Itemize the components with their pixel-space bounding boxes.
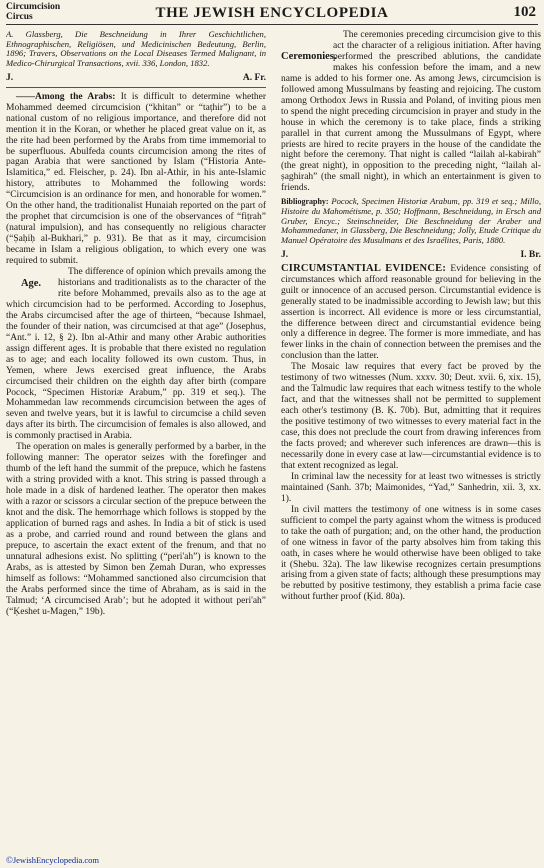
margin-heading-ceremonies: Ceremonies. (281, 51, 337, 62)
paragraph: The Mosaic law requires that every fact be proved by the testimony of two witnesses (Num. xxxv. 30; Deut. xvii. 6, xix. 15), and the Talmudic law requires that each witness testify to the whole fact, and that the witnesses shall not be permitted to supplement each other's testimony (B. Ḳ. 70b). But, admitting that it requires the positive testimony of two witnesses to every material fact in the case, this does not preclude the court from drawing inferences from the facts proved; and wherever such inferences are drawn—this is necessarily done in every case at law—circumstantial evidence is to that extent recognized as legal. (281, 362, 541, 471)
page-title: THE JEWISH ENCYCLOPEDIA (155, 5, 389, 21)
footer-link[interactable] (6, 855, 99, 865)
paragraph-text: Evidence consisting of circumstances which afford reasonable ground for believing in the guilt or innocence of an accused person. Circumstantial evidence is generally stated to be inadmissible according to Jewish law; but this assertion is incorrect. All evidence is more or less circumstantial, the difference between direct and circumstantial evidence being only a difference in degree. The former is more immediate, and has fewer links in the chain of connection between the premises and the conclusion than the latter. (281, 263, 541, 362)
bibliography-label: Bibliography: (281, 197, 329, 207)
page-number: 102 (513, 4, 536, 20)
section-divider (6, 87, 266, 88)
signature-line (281, 250, 541, 261)
page-header (6, 2, 538, 24)
paragraph (281, 264, 541, 363)
paragraph (6, 92, 266, 267)
left-column (6, 30, 266, 852)
right-column (281, 30, 541, 852)
bibliography-text: Pocock, Specimen Historiæ Arabum, pp. 319 et seq.; Millo, Histoire du Mahométisme, p. 350; Hoffmann, Beschneidung, in Ersch and Gruber, Encyc.; Steinschneider, Die Beschneidung der Araber und Mohammedaner, in Glassberg, Die Beschneidung; Jolly, Etude Critique du Manuel Opératoire des Musulmans et des Israélites, Paris, 1880. (281, 196, 541, 246)
paragraph: The ceremonies preceding circumcision give to this act the character of a religious initiation. After having performed the prescribed ablutions, the candidate makes his confession before the imam, and a new name is added to his former one. As among Jews, circumcision is followed among Mussulmans by feasting and rejoicing. The custom among Orthodox Jews in Russia and Poland, of inviting pious men to spend the night preceding circumcision in prayer and study in the house in which the ceremony is to take place, finds a striking parallel in that current among the Mussulmans of Egypt, where priests are hired to recite prayers in the house of the candidate the night before the ceremony. That night is called “lailah al-kabirah” (the great night), in opposition to the preceding night, “lailah al-ṣaghirah” (the small night), in which an entertainment is given to friends. (281, 30, 541, 194)
signature-author: A. Fr. (242, 72, 266, 83)
footer-text: JewishEncyclopedia.com (12, 855, 99, 865)
signature-line (6, 73, 266, 84)
bibliography-text: A. Glassberg, Die Beschneidung in Ihrer Geschichtlichen, Ethnographischen, Religiösen, und Medicinischen Bedeutung, Berlin, 1896; Travers, Observations on the Local Diseases Termed Malignant, in Medico-Chirurgical Transactions, xvii. 336, London, 1832. (6, 30, 266, 69)
section-heading: ——Among the Arabs: (16, 91, 116, 102)
signature-initial: J. (6, 72, 14, 83)
header-rule (6, 24, 538, 25)
signature-initial: J. (281, 249, 289, 260)
paragraph: The operation on males is generally performed by a barber, in the following manner: The operator seizes with the forefinger and thumb of the left hand the summit of the prepuce, which he fastens with a string provided with a knot. This string is passed through a hole made in a disk of hardened leather. The operator then makes with a razor or scissors a circular section of the prepuce between the knot and the disk. The hemorrhage which follows is stopped by the application of burned rags and ashes. In India a bit of stick is used as a probe, and carried round and round between the glans and prepuce, to ascertain the exact extent of the frenum, and that no unnatural adhesions exist. No splitting (“peri'ah”) is known to the Arabs, as is attested by Simon ben Ẓemah Duran, who expresses himself as follows: “Mohammed sanctioned also circumcision that the Arabs performed since the time of Abraham, as is said in the Talmud; ‘A circumcised Arab’; but he adopted it without peri'ah” (“Ḳeshet u-Magen,” 19b). (6, 442, 266, 617)
margin-heading-age: Age. (20, 278, 42, 290)
paragraph-text: It is difficult to determine whether Mohammed deemed circumcision (“khitan” or “taṭhir”) to be a national custom of no religious importance, and therefore did not mention it in the Koran, or whether he placed great value on it, as the rite had been performed by the Arabs from time immemorial to be superfluous. Abulfeda counts circumcision among the rites of pagan Arabia that were sanctioned by Islam (“Historia Ante-Islamitica,” ed. Fleischer, p. 24). Ibn al-Athir, in his ante-Islamic history, attributes to Mohammed the following words: “Circumcision is an ordinance for men, and honorable for women.” On the other hand, the traditionalist Hunaiah reported on the part of the prophet that circumcision is one of the observances of “fiṭrah” (natural impulsion), and has consequently no religious character (“Ṣaḥiḥ al-Bukhari,” p. 931). Be that as it may, circumcision became in Islam a religious obligation, to which every one was required to submit. (6, 91, 266, 267)
copyright-icon: © (6, 855, 13, 865)
paragraph: In criminal law the necessity for at least two witnesses is strictly maintained (Sanh. 37b; Maimonides, “Yad,” Sanhedrin, xii. 3, xx. 1). (281, 471, 541, 504)
paragraph: In civil matters the testimony of one witness is in some cases sufficient to compel the party against whom the witness is produced to take the oath of purgation; and, on the other hand, the production of one witness in favor of the party absolves him from taking this oath, in cases where he would otherwise have been obliged to take it (Shebu. 32a). The law likewise recognizes certain presumptions arising from a given state of facts; although these presumptions may be rebutted by positive testimony, they establish a prima facie case without further proof (Ḳid. 80a). (281, 504, 541, 603)
signature-author: I. Br. (520, 249, 541, 260)
paragraph: The difference of opinion which prevails among the historians and traditionalists as to the character of the rite before Mohammed, prevails also as to the age at which circumcision had to be performed. According to Josephus, the Arabs circumcised after the age of thirteen, “because Ishmael, the founder of their nation, was circumcised at that age” (Josephus, “Ant.” i. 12, § 2). Ibn al-Athir and many other Arabic authorities assign different ages. It is probable that there existed no regulation as to age; and each locality followed its own custom. Thus, in Yemen, where Jews exercised great influence, the Arabs circumcised their children on the eighth day after birth (compare Pocock, “Specimen Historiæ Arabum,” pp. 319 et seq.). The Mohammedan law recommends circumcision between the ages of seven and twelve years, but it is lawful to circumcise a child seven days after its birth. The circumcision of females is also allowed, and is commonly practised in Arabia. (6, 267, 266, 442)
running-head: Circumcision Circus (6, 2, 61, 22)
entry-heading: CIRCUMSTANTIAL EVIDENCE: (281, 262, 447, 274)
bibliography (281, 197, 541, 246)
